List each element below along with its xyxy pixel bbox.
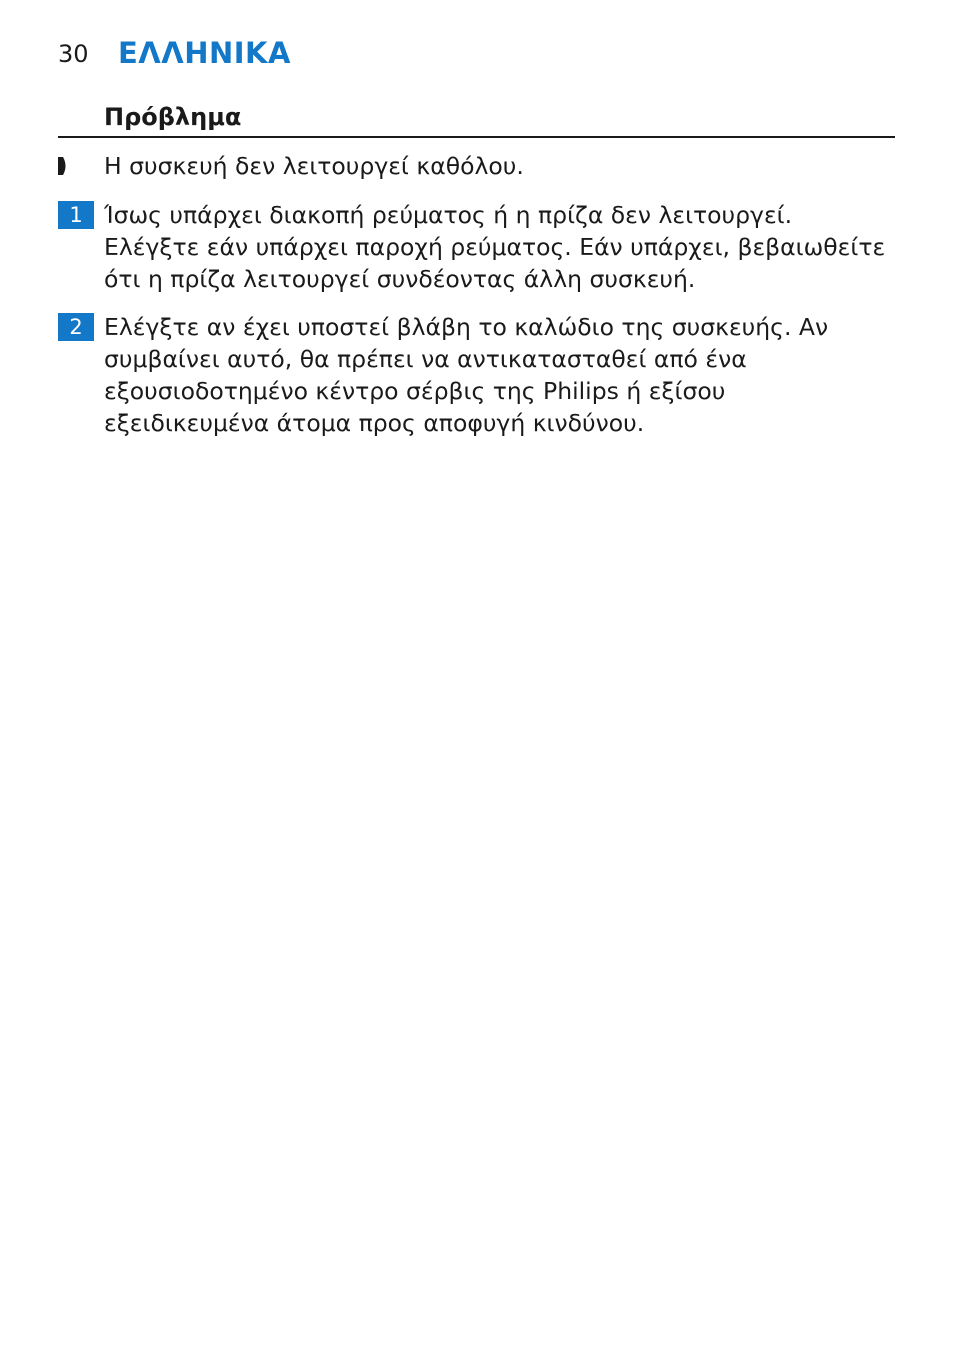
step-text-line: εξουσιοδοτημένο κέντρο σέρβις της Philips ή εξίσου [104,377,726,405]
step-number-badge: 1 [58,201,94,229]
page-number: 30 [58,40,89,68]
step-text-line: Ελέγξτε εάν υπάρχει παροχή ρεύματος. Εάν υπάρχει, βεβαιωθείτε [104,233,886,261]
step-text [104,199,885,295]
triangle-bullet-icon [58,157,68,175]
step-text-line: Ελέγξτε αν έχει υποστεί βλάβη το καλώδιο της συσκευής. Αν [104,313,829,341]
step-number-badge: 2 [58,313,94,341]
problem-text: Η συσκευή δεν λειτουργεί καθόλου. [104,152,524,180]
step-text-line: εξειδικευμένα άτομα προς αποφυγή κινδύνου. [104,409,645,437]
section-title: ΕΛΛΗΝΙΚΑ [118,36,291,70]
step-text-line: ότι η πρίζα λειτουργεί συνδέοντας άλλη συσκευή. [104,265,696,293]
step-text-line: Ίσως υπάρχει διακοπή ρεύματος ή η πρίζα δεν λειτουργεί. [104,201,793,229]
column-header-problem: Πρόβλημα [104,103,242,131]
header-divider [58,136,895,138]
step-text [104,311,828,439]
step-text-line: συμβαίνει αυτό, θα πρέπει να αντικατασταθεί από ένα [104,345,747,373]
